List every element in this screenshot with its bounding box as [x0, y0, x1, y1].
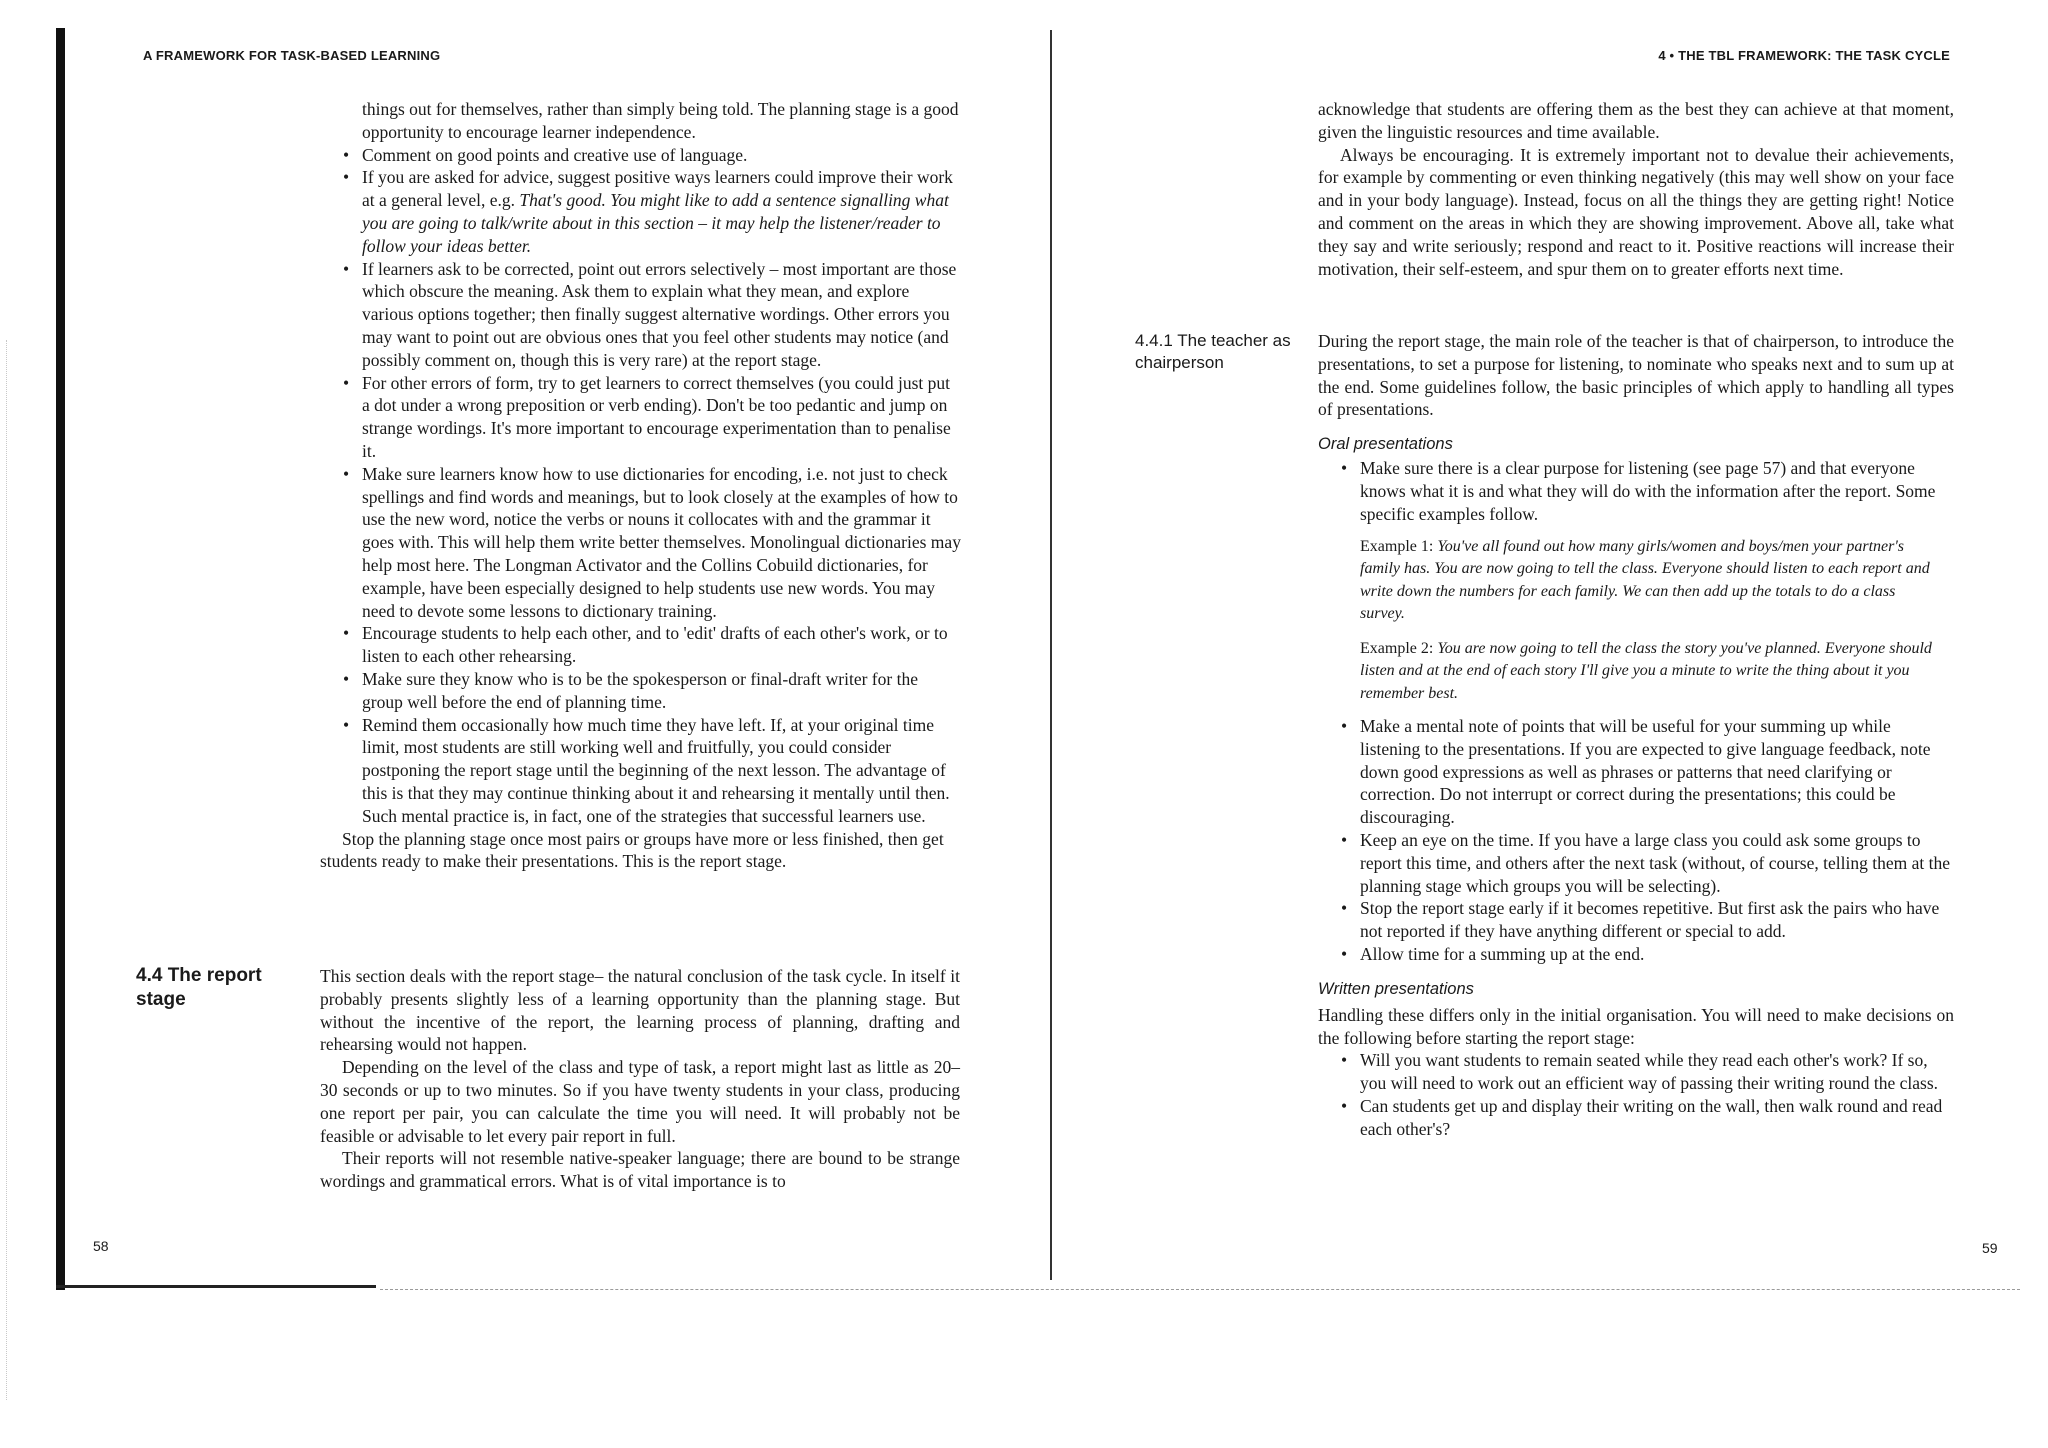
section-heading-report-stage: 4.4 The report stage	[136, 965, 262, 1010]
report-stage-paragraph: Their reports will not resemble native-speaker language; there are bound to be strange wordings and grammatical errors. What is of vital importance is to	[320, 1148, 960, 1192]
binding-shadow	[56, 28, 65, 1290]
planning-closing-paragraph: Stop the planning stage once most pairs or groups have more or less finished, then get students ready to make their presentations. This is the report stage.	[320, 828, 944, 872]
planning-tips-list	[338, 144, 962, 828]
planning-tip: • Remind them occasionally how much time they have left. If, at your original time limit, most students are still working well and fruitfully, you could consider postponing the report stage until the beginning of the next lesson. The advantage of this is that they may continue thinking about it and rehearsing it mentally until then. Such mental practice is, in fact, one of the strategies that successful learners use.	[338, 714, 962, 828]
planning-tip: • Make sure they know who is to be the spokesperson or final-draft writer for the group well before the end of planning time.	[338, 668, 962, 714]
oral-presentations-list	[1336, 457, 1954, 525]
report-stage-paragraph: Depending on the level of the class and type of task, a report might last as little as 20–30 seconds or up to two minutes. So if you have twenty students in your class, producing one report per pair, you can calculate the time you will need. It will probably not be feasible or advisable to let every pair report in full.	[320, 1057, 960, 1146]
written-presentations-paragraph: Handling these differs only in the initial organisation. You will need to make decisions on the following before starting the report stage:	[1318, 1004, 1954, 1048]
page-bottom-edge	[380, 1289, 2020, 1290]
report-stage-body	[320, 965, 960, 1193]
written-presentations-list	[1336, 1049, 1954, 1140]
planning-tip: • If learners ask to be corrected, point out errors selectively – most important are those which obscure the meaning. Ask them to explain what they mean, and explore various options together; then finally suggest alternative wordings. Other errors you may want to point out are obvious ones that you feel other students may notice (and possibly comment on, though this is very rare) at the report stage.	[338, 258, 962, 372]
planning-tip: • Encourage students to help each other, and to 'edit' drafts of each other's work, or to listen to each other rehearsing.	[338, 622, 962, 668]
oral-tip: • Make sure there is a clear purpose for listening (see page 57) and that everyone knows what it is and what they will do with the information after the report. Some specific examples follow.	[1336, 457, 1954, 525]
example-1: Example 1: You've all found out how many girls/women and boys/men your partner's family has. You are now going to tell the class. Everyone should listen to each report and write down the numbers for each family. We can then add up the totals to do a class survey.	[1360, 537, 1930, 623]
planning-tip: • If you are asked for advice, suggest positive ways learners could improve their work at a general level, e.g. That's good. You might like to add a sentence signalling what you are going to talk/write about in this section – it may help the listener/reader to follow your ideas better.	[338, 166, 962, 257]
oral-presentations-heading: Oral presentations	[1318, 435, 1453, 454]
left-intro-paragraph: things out for themselves, rather than simply being told. The planning stage is a good opportunity to encourage learner independence.	[362, 99, 959, 142]
oral-presentations-list-continued	[1336, 715, 1954, 966]
oral-tip: • Keep an eye on the time. If you have a large class you could ask some groups to report this time, and others after the next task (without, of course, telling them at the planning stage which groups you will be selecting).	[1336, 829, 1954, 897]
side-heading-teacher-chairperson: 4.4.1 The teacher as chairperson	[1135, 331, 1291, 372]
report-stage-paragraph: This section deals with the report stage– the natural conclusion of the task cycle. In itself it probably presents slightly less of a learning opportunity than the planning stage. But without the incentive of the report, the learning process of planning, drafting and rehearsing would not happen.	[320, 966, 960, 1055]
planning-tip: • Comment on good points and creative use of language.	[338, 144, 962, 167]
written-tip: • Can students get up and display their writing on the wall, then walk round and read each other's?	[1336, 1095, 1954, 1141]
right-page-number: 59	[1982, 1240, 1998, 1256]
book-spine	[1050, 30, 1052, 1280]
right-paragraph: acknowledge that students are offering them as the best they can achieve at that moment, given the linguistic resources and time available.	[1318, 99, 1954, 142]
oral-tip: • Make a mental note of points that will be useful for your summing up while listening to the presentations. If you are expected to give language feedback, note down good expressions as well as phrases or patterns that need clarifying or correction. Do not interrupt or correct during the presentations; this could be discouraging.	[1336, 715, 1954, 829]
oral-tip: • Allow time for a summing up at the end.	[1336, 943, 1954, 966]
left-page-number: 58	[93, 1238, 109, 1254]
planning-tip: • Make sure learners know how to use dictionaries for encoding, i.e. not just to check spellings and find words and meanings, but to look closely at the examples of how to use the new word, notice the verbs or nouns it collocates with and the grammar it goes with. This will help them write better themselves. Monolingual dictionaries may help most here. The Longman Activator and the Collins Cobuild dictionaries, for example, have been especially designed to help students use new words. You may need to devote some lessons to dictionary training.	[338, 463, 962, 623]
left-page-body	[320, 98, 962, 873]
written-presentations-heading: Written presentations	[1318, 979, 1474, 998]
planning-tip: • For other errors of form, try to get learners to correct themselves (you could just put a dot under a wrong preposition or verb ending). Don't be too pedantic and jump on strange wordings. It's more important to encourage experimentation than to penalise it.	[338, 372, 962, 463]
oral-tip: • Stop the report stage early if it becomes repetitive. But first ask the pairs who have not reported if they have anything different or special to add.	[1336, 897, 1954, 943]
left-running-head: A FRAMEWORK FOR TASK-BASED LEARNING	[143, 48, 441, 63]
right-paragraph: Always be encouraging. It is extremely important not to devalue their achievements, for example by commenting or even thinking negatively (this may well show on your face and in your body language). Instead, focus on all the things they are getting right! Notice and comment on the areas in which they are showing improvement. Above all, take what they say and write seriously; respond and react to it. Positive reactions will increase their motivation, their self-esteem, and spur them on to greater efforts next time.	[1318, 144, 1954, 279]
page-edge-rule	[56, 1285, 376, 1288]
example-2: Example 2: You are now going to tell the class the story you've planned. Everyone should listen and at the end of each story I'll give you a minute to write the thing about it you remember best.	[1360, 639, 1932, 702]
written-tip: • Will you want students to remain seated while they read each other's work? If so, you will need to work out an efficient way of passing their writing round the class.	[1336, 1049, 1954, 1095]
scan-margin-marks	[6, 340, 7, 1400]
chairperson-paragraph: During the report stage, the main role of the teacher is that of chairperson, to introduce the presentations, to set a purpose for listening, to nominate who speaks next and to sum up at the end. Some guidelines follow, the basic principles of which apply to handling all types of presentations.	[1318, 331, 1954, 420]
chairperson-body	[1318, 330, 1954, 1141]
right-top-body	[1318, 98, 1954, 280]
right-running-head: 4 • THE TBL FRAMEWORK: THE TASK CYCLE	[1658, 48, 1950, 63]
